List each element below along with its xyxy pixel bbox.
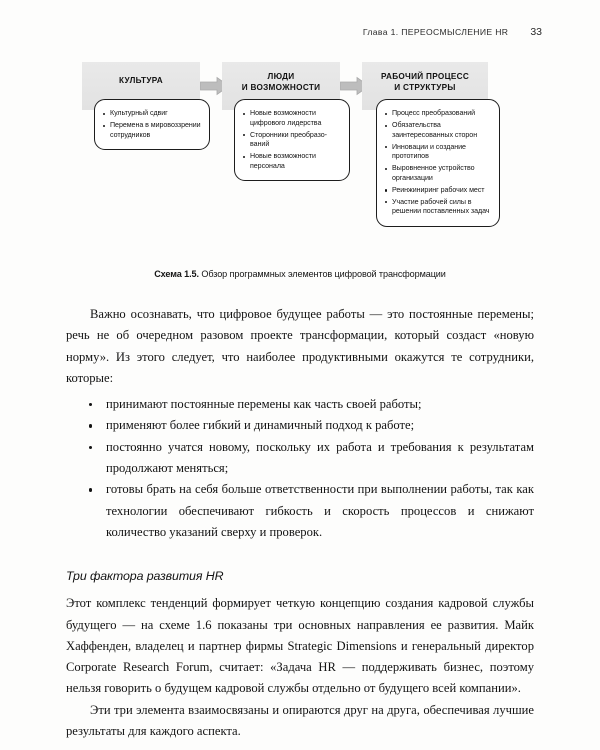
- list-item: Новые возможности цифрового лидерства: [242, 109, 341, 128]
- body-text: [66, 304, 534, 742]
- figure-column-header-people-line1: ЛЮДИ: [267, 72, 295, 81]
- list-item: Перемена в мировоззрении сотрудников: [102, 121, 201, 140]
- list-item: Реинжиниринг рабочих мест: [384, 186, 491, 196]
- paragraph-2: Этот комплекс тенденций формирует четкую концепцию создания кадровой службы будущего — на схеме 1.6 показаны три основных направления ее развития. Майк Хаффенден, владелец и партнер фирмы Strategic Dimensions и генеральный директор Corporate Research Forum, считает: «Задача HR — поддерживать бизнес, поэтому нельзя говорить о будущем кадровой службы отдельно от будущего всей компании».: [66, 596, 534, 696]
- figure-column-culture: [82, 62, 200, 150]
- figure-card-process: [376, 99, 500, 227]
- list-item: Участие рабочей силы в решении поставленных задач: [384, 198, 491, 217]
- figure-column-header-process-line1: РАБОЧИЙ ПРОЦЕСС: [380, 72, 470, 81]
- figure-1-5: [60, 62, 540, 254]
- figure-card-list-culture: [102, 109, 201, 140]
- list-item: Выровненное устройство организации: [384, 164, 491, 183]
- employee-traits-list: [66, 394, 534, 543]
- list-item: Обязательства заинтересованных сторон: [384, 121, 491, 140]
- list-item: применяют более гибкий и динамичный подход к работе;: [66, 415, 534, 436]
- section-heading: Три фактора развития HR: [66, 569, 224, 584]
- running-head: [60, 26, 542, 40]
- paragraph-1: Важно осознавать, что цифровое будущее работы — это постоянные перемены; речь не об очередном разовом проекте трансформации, который создаст «новую норму». Из этого следует, что наиболее продуктивными окажутся те сотрудники, которые:: [66, 307, 534, 385]
- figure-column-people: [222, 62, 340, 181]
- figure-card-list-process: [384, 109, 491, 217]
- list-item: принимают постоянные перемены как часть своей работы;: [66, 394, 534, 415]
- list-item: постоянно учатся новому, поскольку их работа и требования к результатам продолжают меняться;: [66, 437, 534, 480]
- running-head-chapter: Глава 1. ПЕРЕОСМЫСЛЕНИЕ HR: [362, 27, 509, 37]
- figure-column-header-process-line2: И СТРУКТУРЫ: [394, 83, 456, 92]
- list-item: Инновации и создание прототипов: [384, 143, 491, 162]
- page-number: 33: [530, 26, 542, 38]
- figure-card-culture: [94, 99, 210, 150]
- figure-column-header-culture: КУЛЬТУРА: [82, 62, 200, 110]
- list-item: Новые возможности персонала: [242, 152, 341, 171]
- figure-caption-label: Схема 1.5.: [154, 269, 199, 279]
- figure-caption-text: Обзор программных элементов цифровой трансформации: [198, 269, 446, 279]
- figure-column-process: [362, 62, 488, 227]
- list-item: Культурный сдвиг: [102, 109, 201, 119]
- figure-caption: [60, 268, 540, 281]
- figure-card-list-people: [242, 109, 341, 171]
- list-item: Процесс преобразований: [384, 109, 491, 119]
- figure-column-header-people-line2: И ВОЗМОЖНОСТИ: [241, 83, 321, 92]
- paragraph-3: Эти три элемента взаимосвязаны и опираются друг на друга, обеспечивая лучшие результаты для каждого аспекта.: [66, 702, 534, 739]
- figure-card-people: [234, 99, 350, 181]
- list-item: Сторонники преобразований: [242, 131, 341, 150]
- list-item: готовы брать на себя больше ответственности при выполнении работы, так как технологии обеспечивают гибкость и скорость процессов и снижают количество указаний сверху и проверок.: [66, 479, 534, 543]
